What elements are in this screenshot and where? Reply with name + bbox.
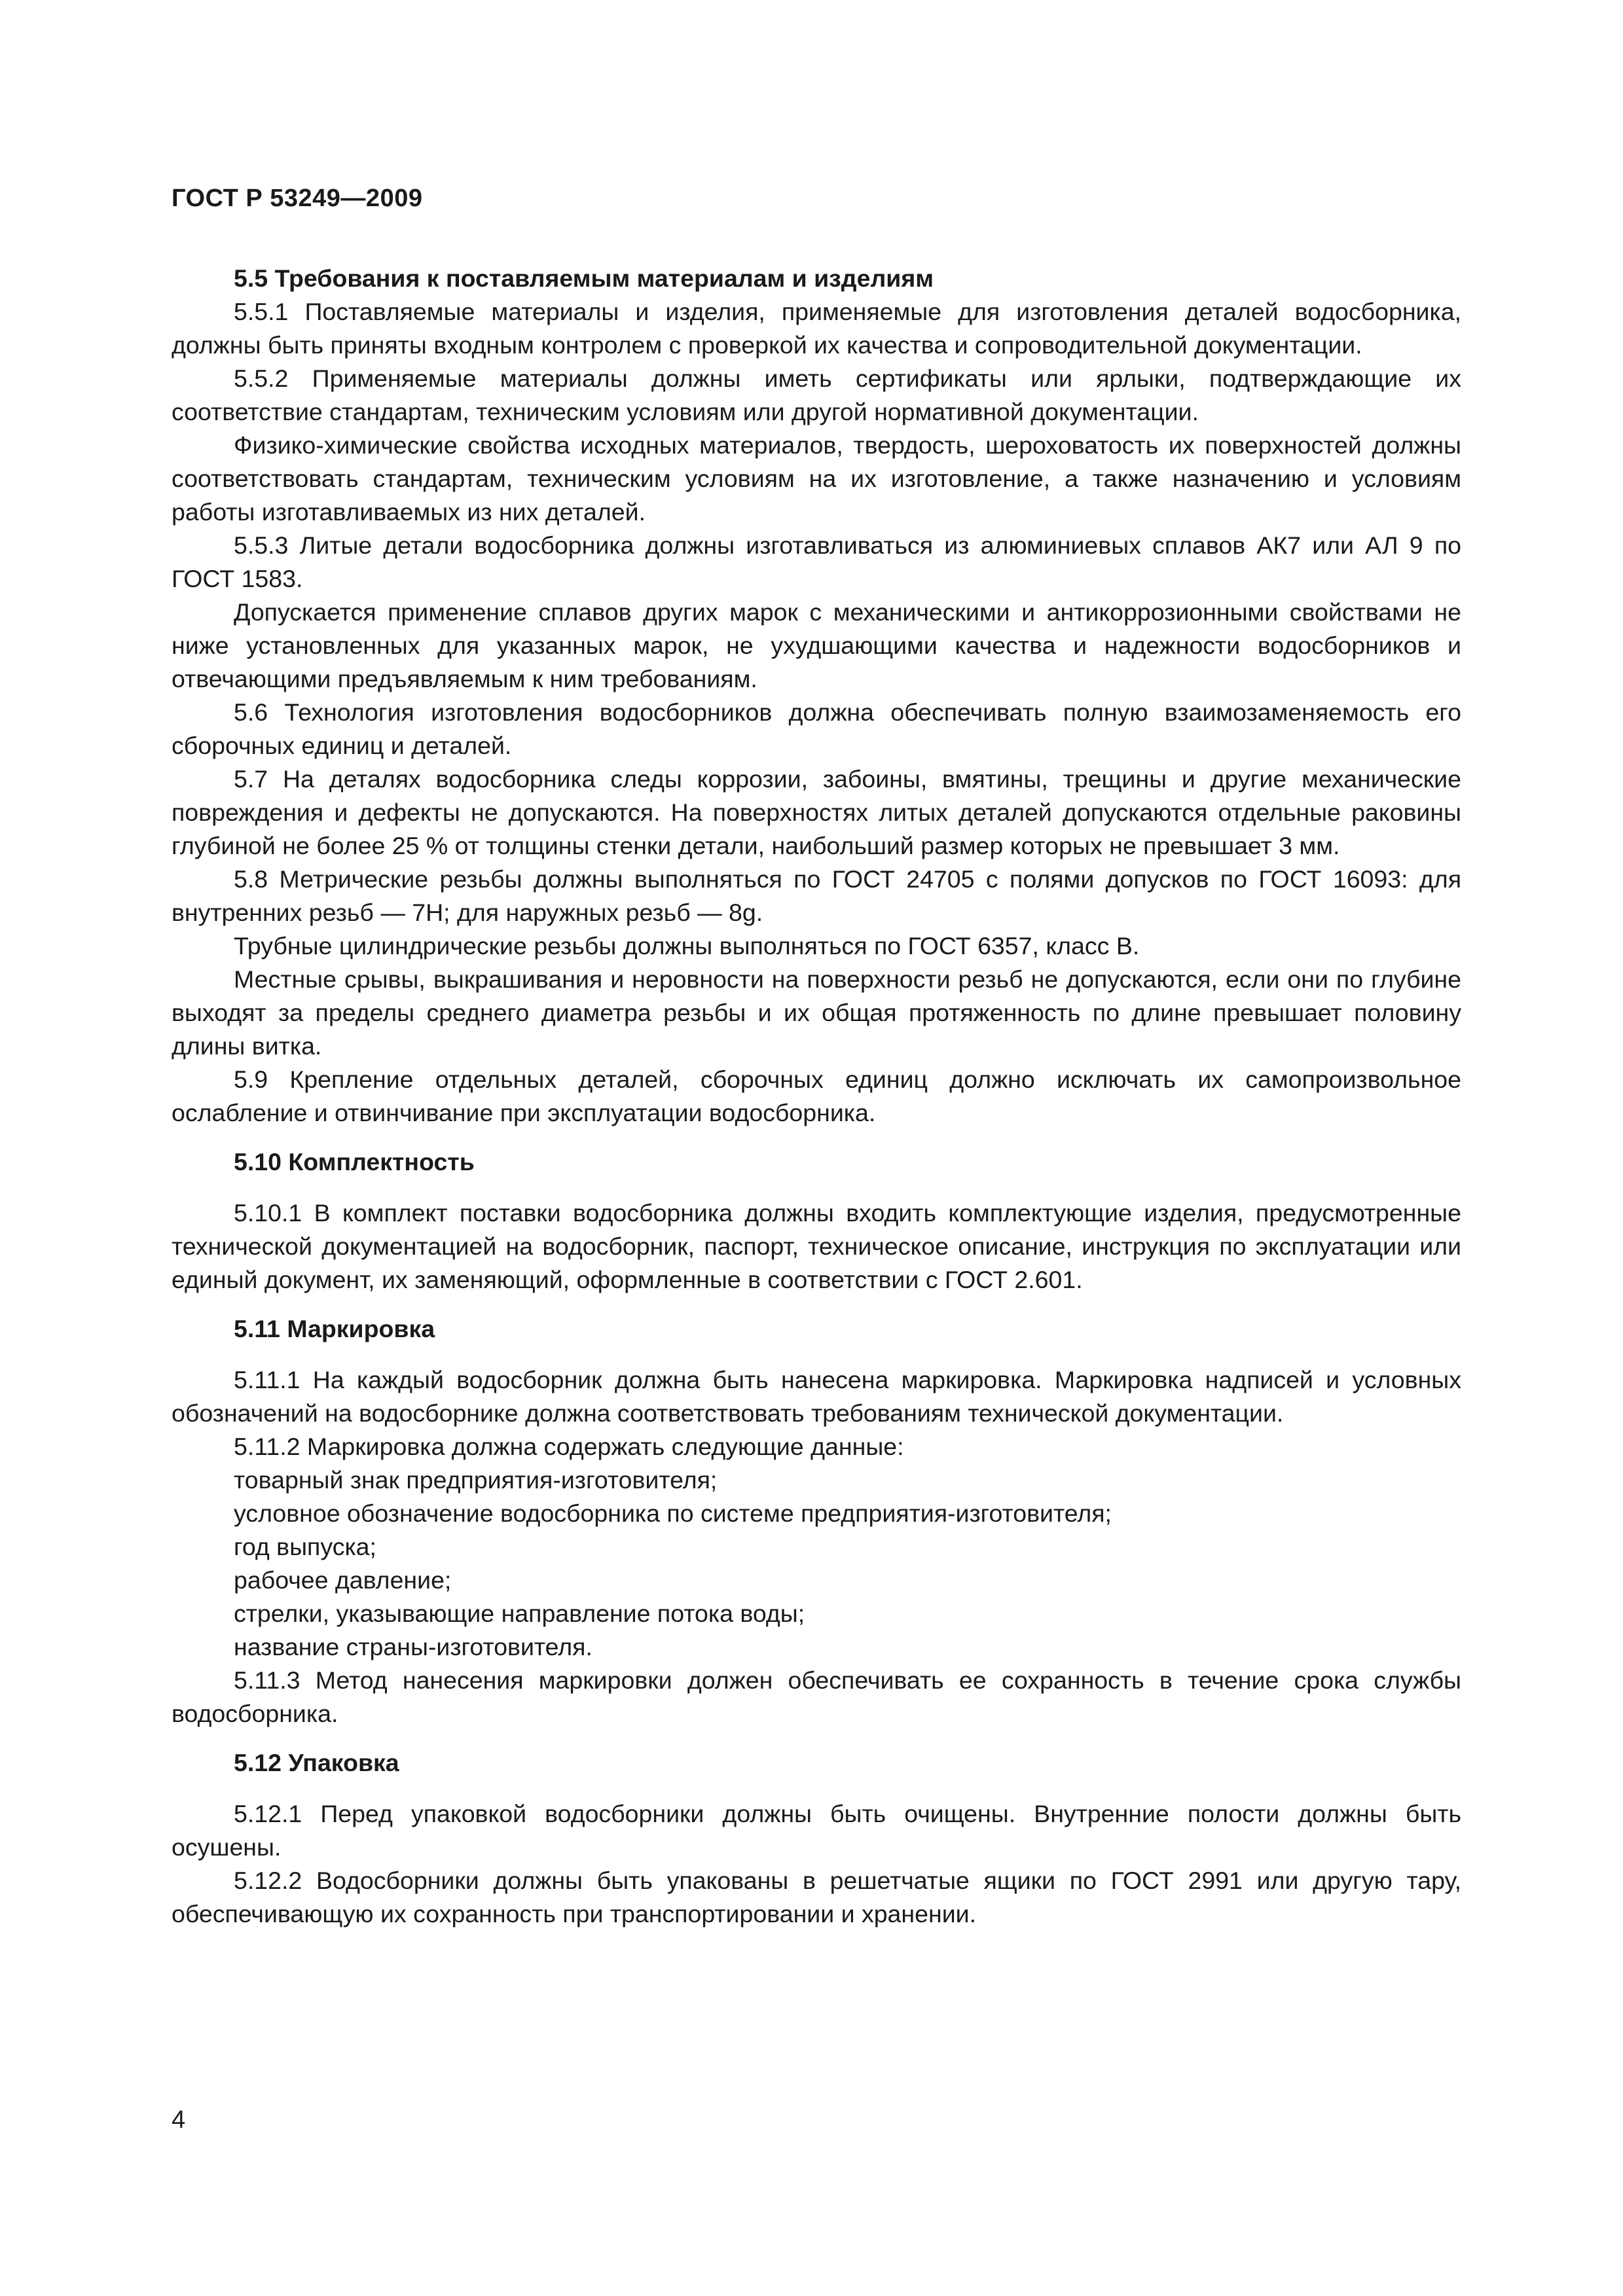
paragraph: 5.6 Технология изготовления водосборников должна обеспечивать полную взаимозаменяемость его сборочных единиц и деталей. bbox=[172, 698, 1461, 759]
list-item: год выпуска; bbox=[234, 1533, 376, 1560]
paragraph: 5.11.3 Метод нанесения маркировки должен обеспечивать ее сохранность в течение срока службы водосборника. bbox=[172, 1666, 1461, 1727]
section-heading: 5.5 Требования к поставляемым материалам и изделиям bbox=[234, 264, 934, 292]
list-item: товарный знак предприятия-изготовителя; bbox=[234, 1466, 718, 1494]
paragraph: Физико-химические свойства исходных материалов, твердость, шероховатость их поверхностей должны соответствовать стандартам, техническим условиям на их изготовление, а также назначению и условиям работы изготавливаемых из них деталей. bbox=[172, 431, 1461, 526]
paragraph: 5.5.2 Применяемые материалы должны иметь сертификаты или ярлыки, подтверждающие их соответствие стандартам, техническим условиям или другой нормативной документации. bbox=[172, 365, 1461, 425]
paragraph: Допускается применение сплавов других марок с механическими и антикоррозионными свойствами не ниже установленных для указанных марок, не ухудшающими качества и надежности водосборников и отвечающими предъявляемым к ним требованиям. bbox=[172, 598, 1461, 692]
list-item: условное обозначение водосборника по системе предприятия-изготовителя; bbox=[234, 1499, 1112, 1527]
list-item: рабочее давление; bbox=[234, 1566, 452, 1594]
paragraph: 5.12.2 Водосборники должны быть упакованы в решетчатые ящики по ГОСТ 2991 или другую тару, обеспечивающую их сохранность при транспортировании и хранении. bbox=[172, 1867, 1461, 1928]
document-body bbox=[172, 262, 1461, 1931]
document-header: ГОСТ Р 53249—2009 bbox=[172, 185, 423, 212]
page-number: 4 bbox=[172, 2106, 186, 2134]
section-heading: 5.11 Маркировка bbox=[234, 1315, 435, 1342]
section-heading: 5.12 Упаковка bbox=[234, 1749, 399, 1776]
paragraph: 5.11.1 На каждый водосборник должна быть нанесена маркировка. Маркировка надписей и условных обозначений на водосборнике должна соответствовать требованиям технической документации. bbox=[172, 1366, 1461, 1427]
paragraph: 5.10.1 В комплект поставки водосборника должны входить комплектующие изделия, предусмотренные технической документацией на водосборник, паспорт, техническое описание, инструкция по эксплуатации или единый документ, их заменяющий, оформленные в соответствии с ГОСТ 2.601. bbox=[172, 1199, 1461, 1293]
paragraph: 5.5.1 Поставляемые материалы и изделия, применяемые для изготовления деталей водосборника, должны быть приняты входным контролем с проверкой их качества и сопроводительной документации. bbox=[172, 298, 1461, 359]
paragraph: 5.8 Метрические резьбы должны выполняться по ГОСТ 24705 с полями допусков по ГОСТ 16093: для внутренних резьб — 7H; для наружных резьб — 8g. bbox=[172, 865, 1461, 926]
paragraph: 5.12.1 Перед упаковкой водосборники должны быть очищены. Внутренние полости должны быть осушены. bbox=[172, 1800, 1461, 1861]
paragraph: 5.9 Крепление отдельных деталей, сборочных единиц должно исключать их самопроизвольное ослабление и отвинчивание при эксплуатации водосборника. bbox=[172, 1066, 1461, 1126]
paragraph: 5.5.3 Литые детали водосборника должны изготавливаться из алюминиевых сплавов АК7 или АЛ 9 по ГОСТ 1583. bbox=[172, 531, 1461, 592]
paragraph: 5.7 На деталях водосборника следы коррозии, забоины, вмятины, трещины и другие механические повреждения и дефекты не допускаются. На поверхностях литых деталей допускаются отдельные раковины глубиной не более 25 % от толщины стенки детали, наибольший размер которых не превышает 3 мм. bbox=[172, 765, 1461, 859]
paragraph: Местные срывы, выкрашивания и неровности на поверхности резьб не допускаются, если они по глубине выходят за пределы среднего диаметра резьбы и их общая протяженность по длине превышает половину длины витка. bbox=[172, 965, 1461, 1060]
section-heading: 5.10 Комплектность bbox=[234, 1148, 475, 1175]
list-item: название страны-изготовителя. bbox=[234, 1633, 593, 1660]
paragraph: Трубные цилиндрические резьбы должны выполняться по ГОСТ 6357, класс В. bbox=[234, 932, 1140, 960]
list-item: 5.11.2 Маркировка должна содержать следующие данные: bbox=[234, 1433, 904, 1460]
list-item: стрелки, указывающие направление потока воды; bbox=[234, 1600, 805, 1627]
